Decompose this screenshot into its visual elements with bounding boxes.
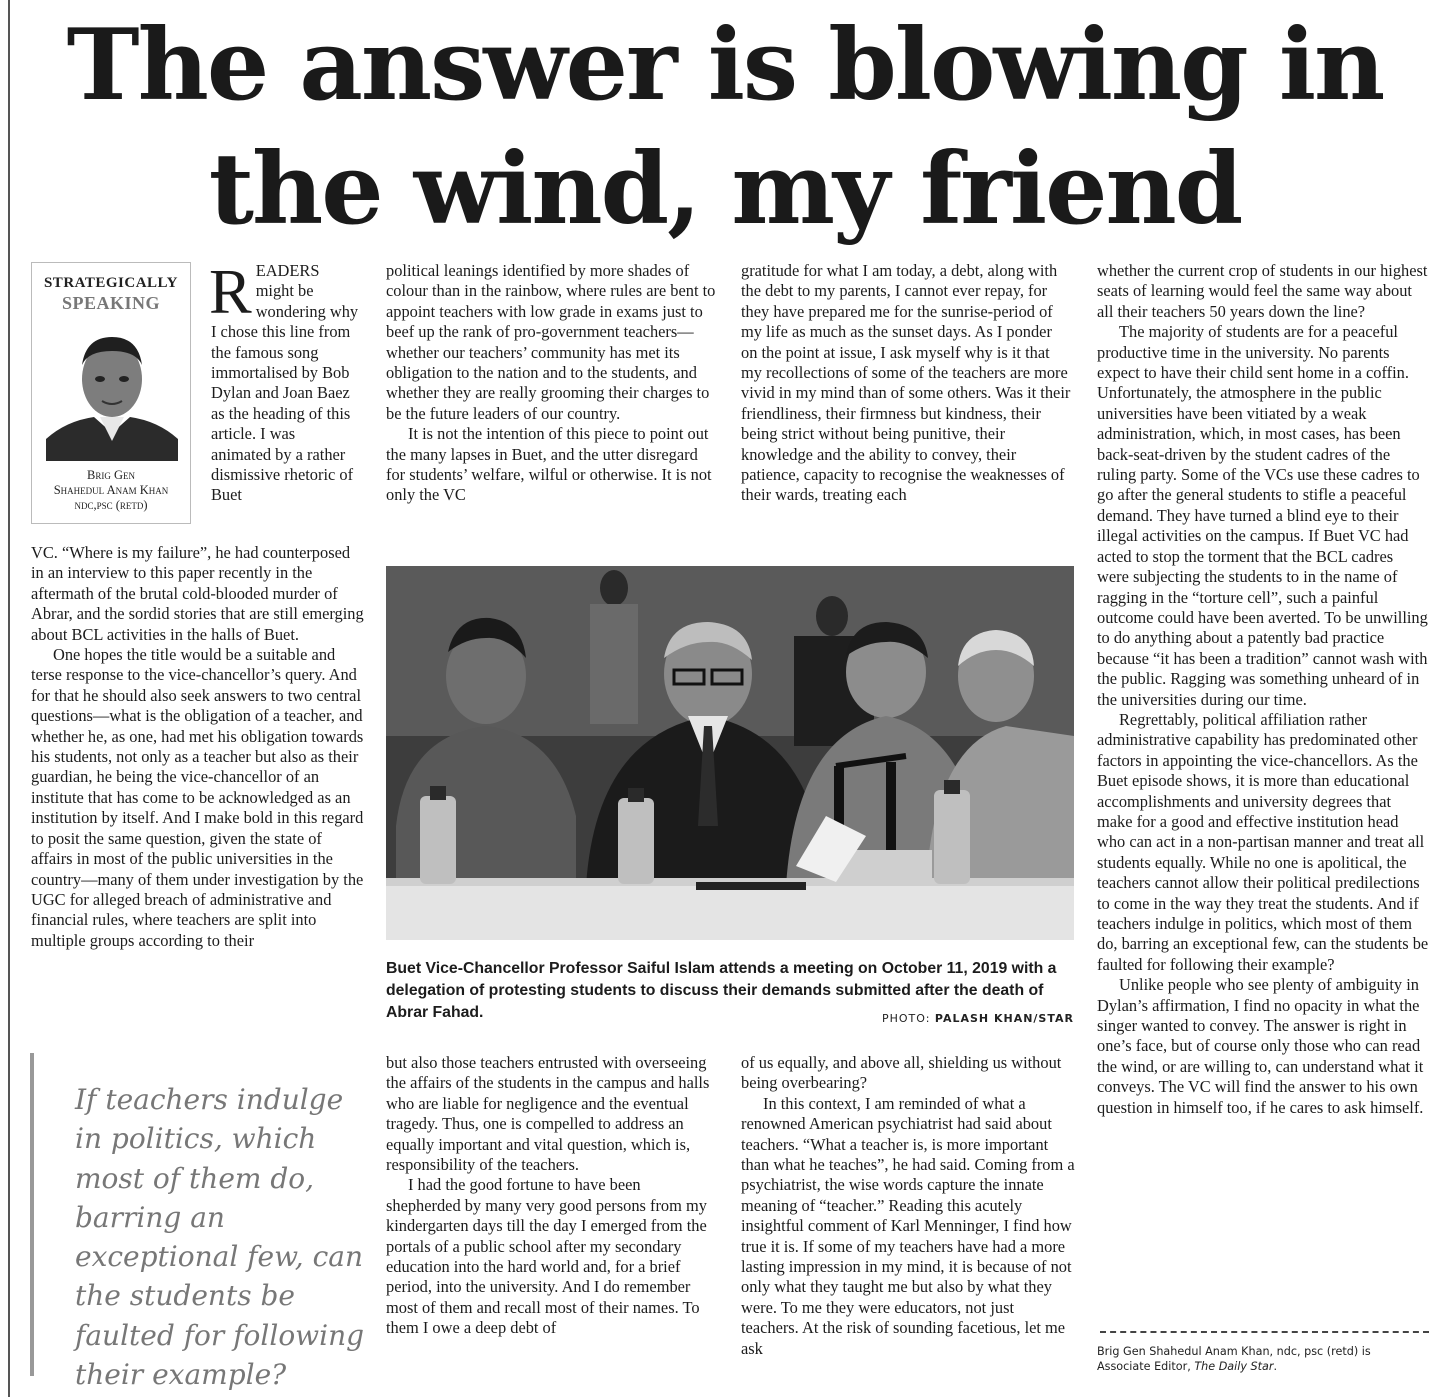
photo-credit: PHOTO: PALASH KHAN/STAR xyxy=(881,1012,1074,1025)
intro-wrap-text: READERS might be wondering why I chose this line from the famous song immortalised by Bob Dylan and Joan Baez as the heading of this article. I was animated by a rather dismissive rhetoric of Buet xyxy=(209,256,359,505)
paragraph: One hopes the title would be a suitable and terse response to the vice-chancellor’s query. And for that he should also seek answers to two central questions—what is the obligation of a teacher, and whether he, as one, had met his obligation towards his students, not only as a teacher but also as their guardian, he being the vice-chancellor of an institute that has come to be acknowledged as an institution by itself. And I make bold in this regard to posit the same question, given the state of affairs in most of the public universities in the country—many of them under investigation by the UGC for alleged breach of administrative and financial rules, where teachers are split into multiple groups according to their xyxy=(31,645,364,950)
news-photo xyxy=(386,566,1074,940)
paragraph: of us equally, and above all, shielding us without being overbearing? xyxy=(741,1053,1062,1093)
article-column-3 xyxy=(741,261,1071,506)
article-column-4 xyxy=(1097,261,1429,1118)
column-kicker-sub: SPEAKING xyxy=(61,293,161,313)
paragraph: I had the good fortune to have been shepherded by many very good persons from my kindergarten days till the day I emerged from the portals of a public school after my secondary education into the hard world and, for a brief period, into the university. And I do remember most of them and recall most of their names. To them I owe a deep debt of xyxy=(386,1175,707,1338)
paragraph: In this context, I am reminded of what a renowned American psychiatrist had said about teachers. “What a teacher is, is more important than what he teaches”, he had said. Coming from a psychiatrist, the wise words capture the innate meaning of “teacher.” Reading this acutely insightful comment of Karl Menninger, I find how true it is. If some of my teachers have had a more lasting impression in my mind, it is because of not only what they taught me but also by what they were. To me they were educators, not just teachers. At the risk of sounding facetious, let me ask xyxy=(741,1093,1075,1358)
paragraph: whether the current crop of students in our highest seats of learning would feel the same way about all their teachers 50 years down the line? xyxy=(1097,261,1428,321)
pullquote-bar xyxy=(30,1053,34,1376)
author-name: Brig Gen Shahedul Anam Khan ndc,psc (retd) xyxy=(53,468,169,512)
article-column-1 xyxy=(31,543,365,951)
left-column-rule xyxy=(8,0,10,1397)
paragraph: Regrettably, political affiliation rather administrative capability has predominated other factors in appointing the vice-chancellors. As the Buet episode shows, it is more than educational accomplishments and university degrees that make for a good and effective institution head who can act in a non-partisan manner and treat all students equally. While no one is apolitical, the teachers cannot allow their political predilections to come in the way they treat the students. And if teachers indulge in politics, which most of them do, barring an exceptional few, can the students be faulted for following their example? xyxy=(1097,709,1429,974)
headline: The answer is blowing in the wind, my friend xyxy=(66,8,1384,247)
paragraph: gratitude for what I am today, a debt, along with the debt to my parents, I cannot ever repay, for they have prepared me for the sunrise-period of my life as much as the sunset days. As I ponder on the point at issue, I ask myself why is it that my recollections of some of the teachers are more vivid in my mind than of some others. Was it their friendliness, their firmness but kindness, their being strict without being punitive, their knowledge and the ability to convey, their patience, capacity to recognise the weaknesses of their wards, treating each xyxy=(741,261,1071,505)
author-bio: Brig Gen Shahedul Anam Khan, ndc, psc (retd) is Associate Editor, The Daily Star. xyxy=(1097,1345,1371,1373)
photo-caption: Buet Vice-Chancellor Professor Saiful Islam attends a meeting on October 11, 2019 with a delegation of protesting students to discuss their demands submitted after the death of Abrar Fahad. xyxy=(386,960,1057,1021)
paragraph: Unlike people who see plenty of ambiguity in Dylan’s affirmation, I find no opacity in what the singer wanted to convey. The answer is right in one’s face, but of course only those who can read the wind, or are willing to, can understand what it conveys. The VC will find the answer to his own question in himself too, if he cares to ask himself. xyxy=(1097,975,1424,1117)
meeting-photo-image xyxy=(386,566,1074,940)
end-divider xyxy=(1100,1331,1429,1333)
paragraph: The majority of students are for a peaceful productive time in the university. No parents expect to have their child sent home in a coffin. Unfortunately, the atmosphere in the public universities have been vitiated by a weak administration, which, in most cases, has been back-seat-driven by the student cadres of the ruling party. Some of the VCs use these cadres to go after the general students to stifle a peaceful demand. They have turned a blind eye to their illegal activities on the campus. If Buet VC had acted to stop the torment that the BCL cadres were subjecting the students to in the name of ragging in the “torture cell”, such a painful outcome could have been averted. To be unwilling to do anything about a patently bad practice because “it has been a tradition” cannot wash with the public. Ragging was something unheard of in the universities during our time. xyxy=(1097,322,1428,709)
paragraph: political leanings identified by more shades of colour than in the rainbow, where rules are bent to appoint teachers with low grade in exams just to beef up the rank of pro-government teachers—whether our teachers’ community has met its obligation to the nation and to the students, and whether they are really grooming their charges to be the future leaders of our country. xyxy=(386,261,716,423)
author-portrait xyxy=(46,321,178,461)
article-column-3-continued xyxy=(741,1053,1075,1359)
article-column-2 xyxy=(386,261,716,506)
paragraph: It is not the intention of this piece to point out the many lapses in Buet, and the utter disregard for students’ welfare, wilful or otherwise. It is not only the VC xyxy=(386,424,712,505)
publication-name: The Daily Star xyxy=(1194,1360,1274,1373)
drop-cap: R xyxy=(209,256,252,327)
columnist-box xyxy=(31,262,191,524)
pullquote: If teachers indulge in politics, which most of them do, barring an exceptional few, can the students be faulted for following their example? xyxy=(75,1083,365,1392)
column-kicker: STRATEGICALLY xyxy=(43,275,179,291)
paragraph: but also those teachers entrusted with overseeing the affairs of the students in the campus and halls who are liable for negligence and the eventual tragedy. Thus, one is compelled to address an equally important and vital question, which is, responsibility of the teachers. xyxy=(386,1053,710,1175)
paragraph: VC. “Where is my failure”, he had counterposed in an interview to this paper recently in the aftermath of the brutal cold-blooded murder of Abrar, and the sordid stories that are still emerging about BCL activities in the halls of Buet. xyxy=(31,543,364,644)
article-column-2-continued xyxy=(386,1053,718,1339)
